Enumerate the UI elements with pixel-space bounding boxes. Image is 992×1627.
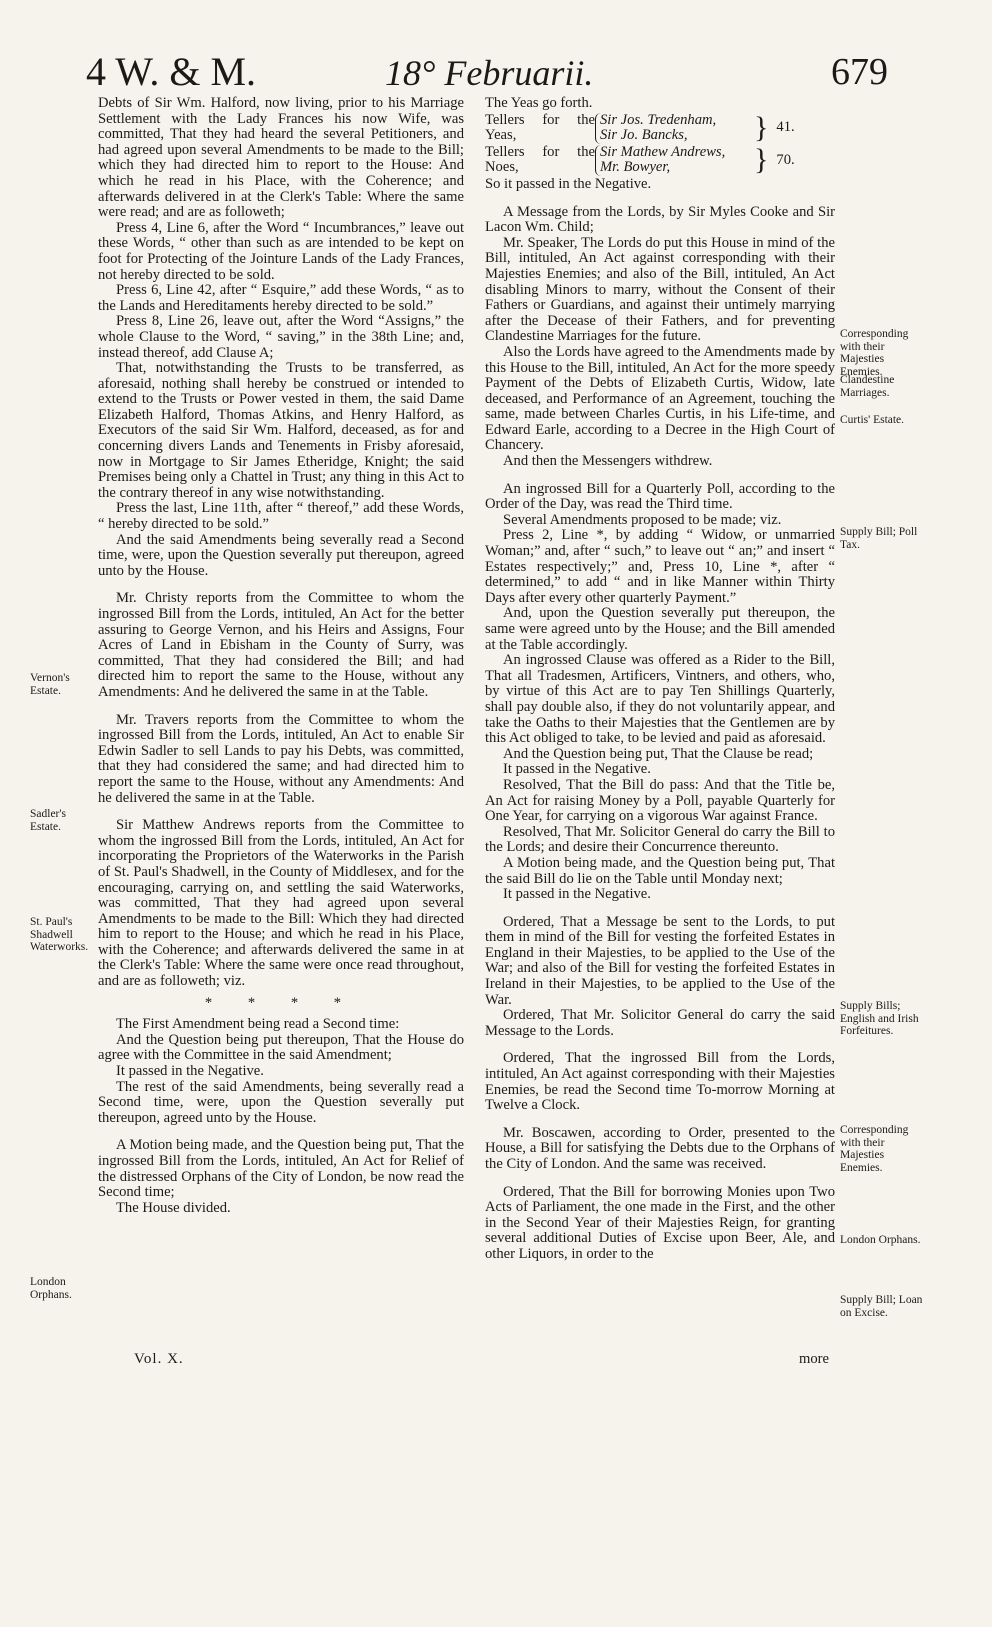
paragraph: A Motion being made, and the Question being put, That the ingrossed Bill from the Lords, intituled, An Act for Relief of the distressed Orphans of the City of London, be now read the Second time; <box>98 1137 464 1201</box>
paragraph: And the Question being put, That the Clause be read; <box>503 745 814 762</box>
paragraph: And the said Amendments being severally read a Second time, were, upon the Question severally put thereupon, agreed unto by the House. <box>98 531 464 579</box>
margin-note: London Orphans. <box>840 1234 921 1246</box>
margin-note: Curtis' Estate. <box>840 414 905 426</box>
paragraph: The House divided. <box>116 1199 231 1216</box>
margin-note: Corresponding with their Majesties Enemies. <box>840 1124 909 1174</box>
vote-count: 70. <box>776 151 795 168</box>
paragraph: Ordered, That the Bill for borrowing Monies upon Two Acts of Parliament, the one made in the First, and the other in the Second Year of their Majesties Reign, for granting several additional Duties of Excise upon Beer, Ale, and other Liquors, in order to the <box>485 1183 835 1262</box>
paragraph: Debts of Sir Wm. Halford, now living, prior to his Marriage Settlement with the Lady Frances his now Wife, was committed, That they had heard the several Petitioners, and had agreed upon several Amendments to be made to the Bill; which they had directed him to report to the House: And which he read in his Place, with the Coherence; and afterwards delivered in at the Clerk's Table: Where the same were read; and are as followeth; <box>98 95 464 221</box>
margin-note: London Orphans. <box>30 1276 72 1301</box>
teller-name: Sir Mathew Andrews, <box>600 143 726 160</box>
teller-name: Mr. Bowyer, <box>600 159 671 176</box>
paragraph: An ingrossed Clause was offered as a Rider to the Bill, That all Tradesmen, Artificers, Vintners, and others, who, by virtue of this Act are to pay Ten Shillings Quarterly, shall pay double also, if they do not voluntarily appear, and take the Oaths to their Majesties that the Gentlemen are by this Act obliged to take, to be levied and paid as aforesaid. <box>485 652 835 747</box>
paragraph: Mr. Boscawen, according to Order, presented to the House, a Bill for satisfying the Debts due to the Orphans of the City of London. And the same was received. <box>485 1124 835 1172</box>
paragraph: Mr. Speaker, The Lords do put this House in mind of the Bill, intituled, An Act against corresponding with their Majesties Enemies; and also of the Bill, intituled, An Act disabling Minors to marry, without the Consent of their Fathers or Guardians, and against their untimely marrying after the Decease of their Fathers, and for preventing Clandestine Marriages for the future. <box>485 234 835 345</box>
paragraph: Ordered, That a Message be sent to the Lords, to put them in mind of the Bill for vesting the forfeited Estates in England in their Majesties, to be applied to the Use of the War; and also of the Bill for vesting the forfeited Estates in Ireland in their Majesties, to be applied to the Use of the War. <box>485 913 835 1008</box>
paragraph: Press the last, Line 11th, after “ thereof,” add these Words, “ hereby directed to be sold.” <box>98 500 464 533</box>
header-regnal-year: 4 W. & M. <box>86 49 257 94</box>
volume-mark: Vol. X. <box>134 1351 184 1367</box>
paragraph: That, notwithstanding the Trusts to be transferred, as aforesaid, nothing shall hereby be construed or intended to extend to the Trusts or Power vested in them, the said Dame Elizabeth Halford, Thomas Atkins, and Henry Halford, as Executors of the said Sir Wm. Halford, deceased, as for and concerning divers Lands and Tenements in Frisby aforesaid, now in Mortgage to Sir James Etheridge, Knight; the said Premises being only a Chattel in Trust; any thing in this Act to the contrary thereof in any wise notwithstanding. <box>98 360 464 501</box>
paragraph: Mr. Christy reports from the Committee to whom the ingrossed Bill from the Lords, intituled, An Act for the better assuring to George Vernon, and his Heirs and Assigns, Four Acres of Land in Ebisham in the County of Surry, was committed, That they had considered the Bill; and had directed him to report the same to the House, without any Amendments: And he delivered the same in at the Table. <box>98 590 464 700</box>
paragraph: Mr. Travers reports from the Committee to whom the ingrossed Bill from the Lords, intituled, An Act to enable Sir Edwin Sadler to sell Lands to pay his Debts, was committed, that they had considered the same; and had directed him to report the same to the House, without any Amendments: And he delivered the same in at the Table. <box>98 711 464 806</box>
vote-count: 41. <box>776 119 795 136</box>
paragraph: A Message from the Lords, by Sir Myles Cooke and Sir Lacon Wm. Child; <box>485 203 835 236</box>
paragraph: The Yeas go forth. <box>485 95 593 111</box>
paragraph: Press 6, Line 42, after “ Esquire,” add these Words, “ as to the Lands and Hereditaments hereby directed to be sold.” <box>98 282 464 314</box>
paragraph: An ingrossed Bill for a Quarterly Poll, according to the Order of the Day, was read the Third time. <box>485 480 835 513</box>
paragraph: Several Amendments proposed to be made; viz. <box>503 511 782 528</box>
margin-note: Corresponding with their Majesties Enemies. <box>840 328 909 378</box>
paragraph: Press 2, Line *, by adding “ Widow, or unmarried Woman;” and, after “ such,” to leave out “ an;” and insert “ Estates respectively;” and, Press 10, Line *, after “ determined,” to add “ and in like Manner within Thirty Days after every other quarterly Payment.” <box>485 527 835 606</box>
header-date: 18° Februarii. <box>385 53 594 93</box>
paragraph: Also the Lords have agreed to the Amendments made by this House to the Bill, intituled, An Act for the more speedy Payment of the Debts of Elizabeth Curtis, Widow, late deceased, and Performance of an Agreement, touching the same, made between Charles Curtis, in his Life-time, and Edward Earle, according to a Decree in the High Court of Chancery. <box>485 343 835 454</box>
page-number: 679 <box>831 51 888 93</box>
paragraph: Press 4, Line 6, after the Word “ Incumbrances,” leave out these Words, “ other than such as are intended to be kept on foot for Protecting of the Jointure Lands of the Lady Frances, not hereby directed to be sold. <box>98 219 464 283</box>
paragraph: A Motion being made, and the Question being put, That the said Bill do lie on the Table until Monday next; <box>485 854 835 887</box>
margin-note: Clandestine Marriages. <box>840 374 895 399</box>
catchword: more <box>799 1351 829 1367</box>
tellers-noes <box>485 145 835 176</box>
paragraph: And then the Messengers withdrew. <box>503 453 713 470</box>
margin-note: Supply Bills; English and Irish Forfeitures. <box>840 1000 919 1037</box>
teller-name: Sir Jo. Bancks, <box>600 127 688 144</box>
paragraph: Resolved, That Mr. Solicitor General do carry the Bill to the Lords; and desire their Concurrence thereunto. <box>485 823 835 856</box>
brace: } <box>754 111 769 145</box>
margin-note: Sadler's Estate. <box>30 808 66 833</box>
teller-name: Sir Jos. Tredenham, <box>600 111 717 128</box>
paragraph: Ordered, That the ingrossed Bill from the Lords, intituled, An Act against corresponding with their Majesties Enemies, be read the Second time To-morrow Morning at Twelve a Clock. <box>485 1050 835 1114</box>
tellers-yeas <box>485 113 835 144</box>
omission-stars: * * * * <box>204 994 358 1011</box>
page-header <box>0 40 992 100</box>
tellers-label: Tellers for the Yeas, <box>485 111 595 144</box>
left-column <box>98 96 464 1216</box>
margin-note: Supply Bill; Loan on Excise. <box>840 1294 923 1319</box>
paragraph: Resolved, That the Bill do pass: And that the Title be, An Act for raising Money by a Poll, payable Quarterly for One Year, for carrying on a vigorous War against France. <box>485 776 835 825</box>
right-column <box>485 96 835 1263</box>
paragraph: It passed in the Negative. <box>503 761 651 778</box>
paragraph: The rest of the said Amendments, being severally read a Second time, were, upon the Question severally put thereupon, agreed unto by the House. <box>98 1078 464 1126</box>
brace: } <box>754 143 769 177</box>
paragraph: So it passed in the Negative. <box>485 175 652 192</box>
paragraph: Sir Matthew Andrews reports from the Committee to whom the ingrossed Bill from the Lords, intituled, An Act for incorporating the Proprietors of the Waterworks in the Parish of St. Paul's Shadwell, in the County of Middlesex, and for the encouraging, carrying on, and settling the said Waterworks, was committed, That they had agreed upon several Amendments to be made to the Bill: Which they had directed him to report to the House; and which he read in his Place, with the Coherence; and afterwards delivered the same in at the Clerk's Table: Where the same were once read throughout, and are as followeth; viz. <box>98 817 464 990</box>
paragraph: It passed in the Negative. <box>503 886 651 903</box>
margin-note: Vernon's Estate. <box>30 672 70 697</box>
paragraph: The First Amendment being read a Second time: <box>116 1016 400 1033</box>
paragraph: It passed in the Negative. <box>116 1063 264 1080</box>
paragraph: Press 8, Line 26, leave out, after the Word “Assigns,” the whole Clause to the Word, “ saving,” in the 38th Line; and, instead thereof, add Clause A; <box>98 313 464 361</box>
tellers-label: Tellers for the Noes, <box>485 143 595 176</box>
margin-note: St. Paul's Shadwell Waterworks. <box>30 916 89 953</box>
paragraph: Ordered, That Mr. Solicitor General do carry the said Message to the Lords. <box>485 1007 835 1039</box>
paragraph: And the Question being put thereupon, That the House do agree with the Committee in the said Amendment; <box>98 1031 464 1064</box>
margin-note: Supply Bill; Poll Tax. <box>840 526 918 551</box>
paragraph: And, upon the Question severally put thereupon, the same were agreed unto by the House; and the Bill amended at the Table accordingly. <box>485 605 835 653</box>
